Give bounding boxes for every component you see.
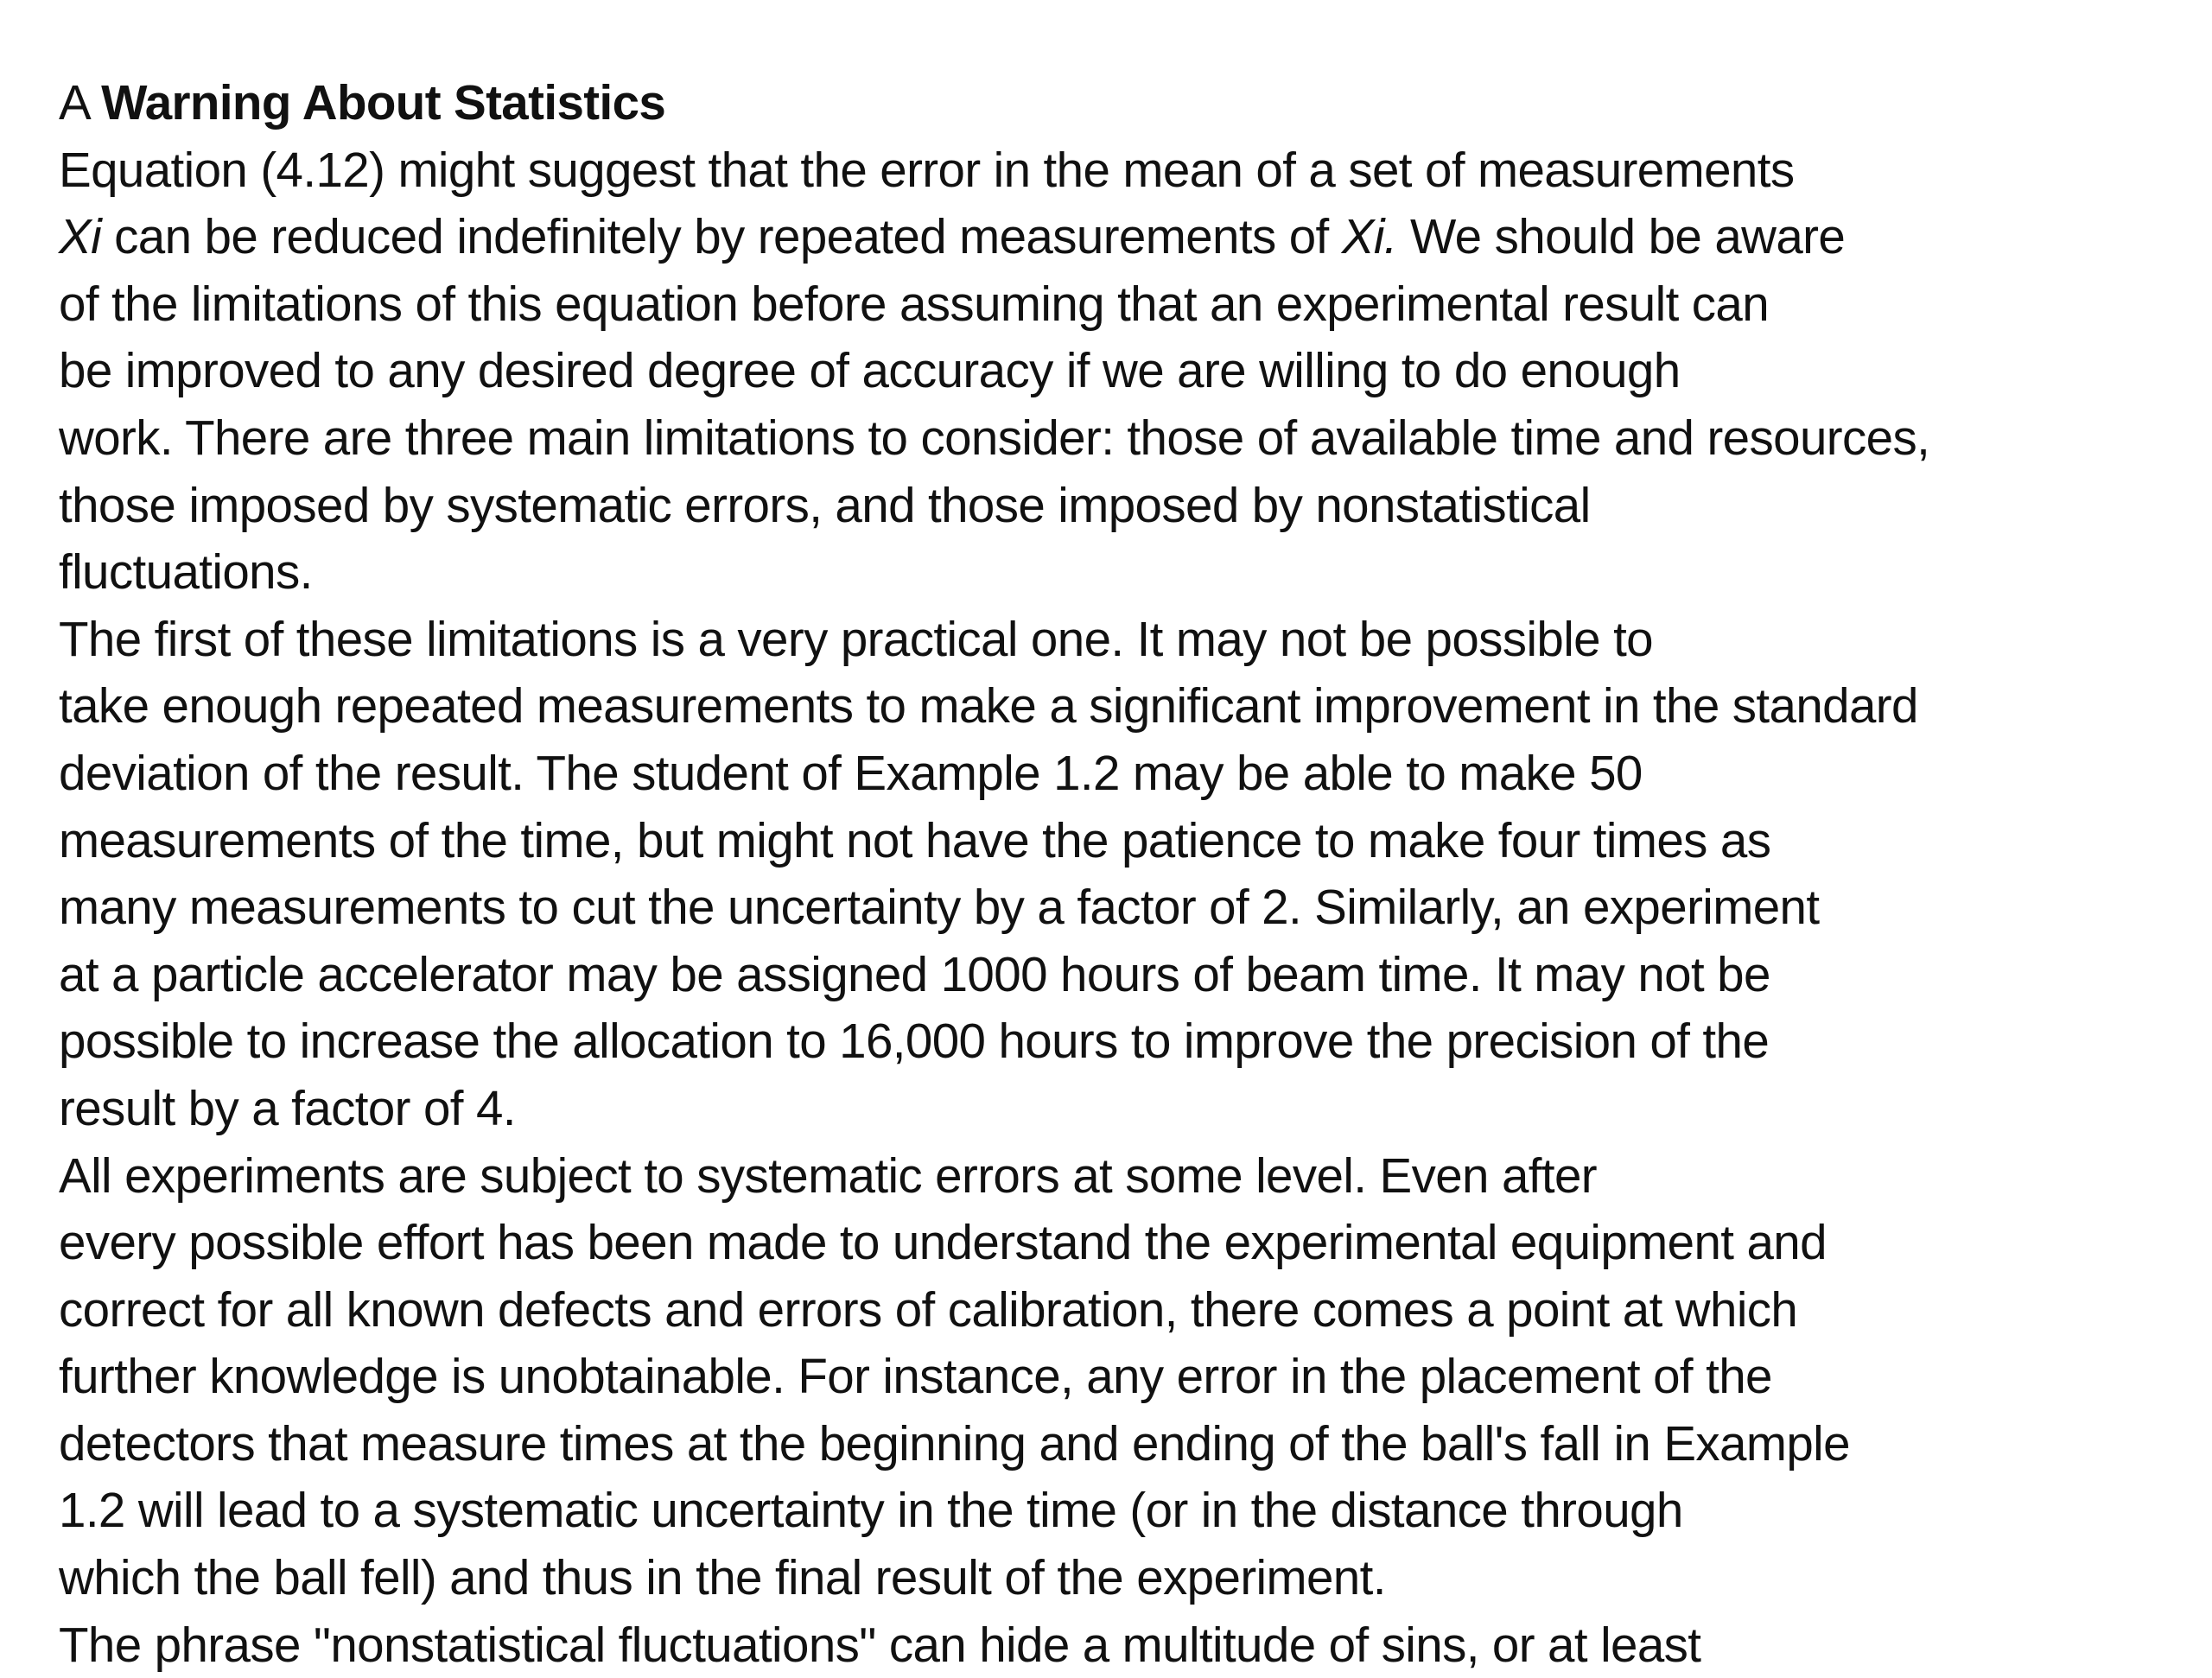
paragraph-1-line-7: fluctuations. — [59, 544, 313, 600]
paragraph-3-line: All experiments are subject to systematic errors at some level. Even after — [59, 1147, 1598, 1203]
paragraph-3-line: correct for all known defects and errors of calibration, there comes a point at which — [59, 1281, 1798, 1337]
paragraph-4 — [59, 1611, 2184, 1678]
section-title — [59, 69, 2184, 137]
paragraph-3-line: which the ball fell) and thus in the final result of the experiment. — [59, 1550, 1386, 1605]
paragraph-3-line: detectors that measure times at the beginning and ending of the ball's fall in Example — [59, 1415, 1850, 1471]
paragraph-1-line-5: work. There are three main limitations to consider: those of available time and resources, — [59, 410, 1930, 465]
paragraph-2 — [59, 606, 2184, 1142]
paragraph-2-line: The first of these limitations is a very practical one. It may not be possible to — [59, 611, 1654, 666]
paragraph-2-line: result by a factor of 4. — [59, 1080, 516, 1135]
paragraph-3-line: 1.2 will lead to a systematic uncertainty in the time (or in the distance through — [59, 1483, 1683, 1538]
paragraph-2-line: possible to increase the allocation to 16,000 hours to improve the precision of the — [59, 1014, 1770, 1069]
paragraph-1 — [59, 137, 2184, 606]
variable-xi-2: Xi. — [1341, 209, 1397, 264]
paragraph-2-line: take enough repeated measurements to make a significant improvement in the standard — [59, 678, 1918, 734]
paragraph-1-line-2 — [59, 203, 2184, 270]
paragraph-3-line: every possible effort has been made to understand the experimental equipment and — [59, 1215, 1827, 1270]
paragraph-3-line: further knowledge is unobtainable. For instance, any error in the placement of the — [59, 1349, 1772, 1404]
paragraph-1-line-3: of the limitations of this equation before assuming that an experimental result can — [59, 276, 1770, 331]
paragraph-1-line-2-mid: can be reduced indefinitely by repeated measurements of — [101, 209, 1342, 264]
title-prefix: A — [59, 75, 88, 130]
paragraph-2-line: at a particle accelerator may be assigned 1000 hours of beam time. It may not be — [59, 946, 1770, 1001]
paragraph-4-line: The phrase "nonstatistical fluctuations" can hide a multitude of sins, or at least — [59, 1617, 1701, 1672]
paragraph-3 — [59, 1142, 2184, 1611]
paragraph-2-line: measurements of the time, but might not have the patience to make four times as — [59, 812, 1771, 868]
variable-xi: Xi — [59, 209, 102, 264]
paragraph-1-line-1: Equation (4.12) might suggest that the error in the mean of a set of measurements — [59, 142, 1795, 197]
paragraph-2-line: many measurements to cut the uncertainty by a factor of 2. Similarly, an experiment — [59, 880, 1820, 935]
paragraph-1-line-6: those imposed by systematic errors, and those imposed by nonstatistical — [59, 477, 1591, 532]
title-bold: Warning About Statistics — [101, 75, 666, 130]
paragraph-1-line-4: be improved to any desired degree of accuracy if we are willing to do enough — [59, 343, 1681, 398]
paragraph-1-line-2-end: We should be aware — [1396, 209, 1846, 264]
document-page — [59, 69, 2184, 1678]
paragraph-2-line: deviation of the result. The student of Example 1.2 may be able to make 50 — [59, 745, 1643, 800]
